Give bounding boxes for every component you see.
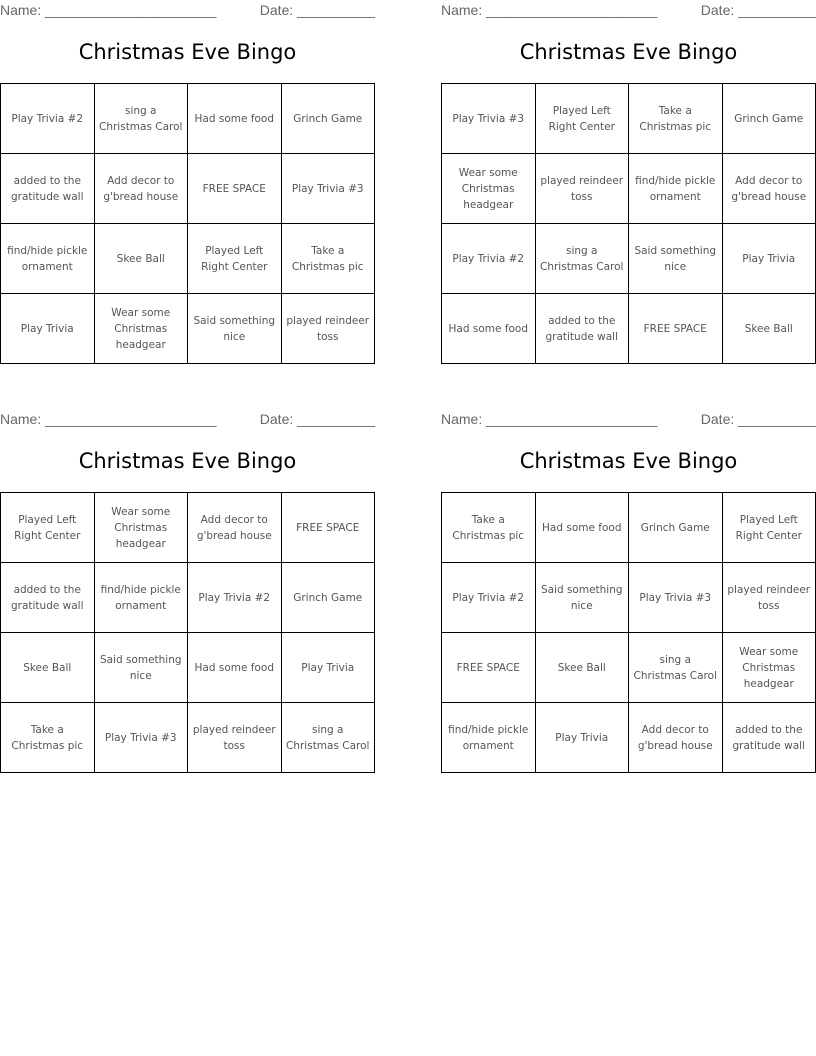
bingo-cell[interactable]: Skee Ball (1, 633, 95, 703)
bingo-row (442, 294, 816, 364)
bingo-cell[interactable]: Play Trivia #3 (94, 703, 188, 773)
card-title: Christmas Eve Bingo (519, 40, 738, 64)
bingo-cell[interactable]: find/hide pickle ornament (1, 224, 95, 294)
bingo-cell[interactable]: Played Left Right Center (1, 493, 95, 563)
date-field[interactable]: Date: __________ (259, 411, 375, 427)
bingo-row (442, 224, 816, 294)
bingo-cell[interactable]: Play Trivia #2 (442, 563, 536, 633)
bingo-row (442, 154, 816, 224)
bingo-row (442, 563, 816, 633)
bingo-grid (441, 83, 816, 364)
bingo-cell[interactable]: Play Trivia #3 (629, 563, 723, 633)
bingo-card (441, 0, 816, 364)
bingo-cell[interactable]: Wear some Christmas headgear (722, 633, 816, 703)
bingo-cell[interactable]: Skee Ball (535, 633, 629, 703)
bingo-cell[interactable]: Add decor to g'bread house (94, 154, 188, 224)
bingo-cell[interactable]: Play Trivia #2 (442, 224, 536, 294)
bingo-cell[interactable]: added to the gratitude wall (1, 563, 95, 633)
bingo-cell[interactable]: Grinch Game (629, 493, 723, 563)
bingo-cell[interactable]: Play Trivia #3 (281, 154, 375, 224)
bingo-cell[interactable]: played reindeer toss (535, 154, 629, 224)
bingo-grid (0, 492, 375, 773)
bingo-cell[interactable]: Had some food (188, 633, 282, 703)
bingo-cell[interactable]: sing a Christmas Carol (281, 703, 375, 773)
bingo-cell[interactable]: Play Trivia (535, 703, 629, 773)
bingo-row (1, 224, 375, 294)
bingo-cell[interactable]: Had some food (442, 294, 536, 364)
bingo-row (442, 703, 816, 773)
bingo-cell[interactable]: Grinch Game (722, 84, 816, 154)
bingo-row (442, 633, 816, 703)
bingo-cell[interactable]: Played Left Right Center (188, 224, 282, 294)
bingo-card (0, 0, 375, 364)
bingo-cell[interactable]: Take a Christmas pic (629, 84, 723, 154)
date-field[interactable]: Date: __________ (259, 2, 375, 18)
bingo-grid (0, 83, 375, 364)
bingo-cell[interactable]: Play Trivia (1, 294, 95, 364)
bingo-card (0, 409, 375, 773)
bingo-cell[interactable]: Said something nice (535, 563, 629, 633)
bingo-row (1, 294, 375, 364)
name-field[interactable]: Name: ______________________ (441, 411, 658, 427)
bingo-cell[interactable]: Grinch Game (281, 84, 375, 154)
bingo-cell[interactable]: FREE SPACE (629, 294, 723, 364)
bingo-grid (441, 492, 816, 773)
bingo-cell[interactable]: Wear some Christmas headgear (442, 154, 536, 224)
bingo-row (442, 493, 816, 563)
bingo-cell[interactable]: Take a Christmas pic (1, 703, 95, 773)
bingo-cell[interactable]: Said something nice (94, 633, 188, 703)
bingo-row (1, 84, 375, 154)
bingo-row (1, 633, 375, 703)
bingo-cell[interactable]: sing a Christmas Carol (94, 84, 188, 154)
bingo-cell[interactable]: FREE SPACE (188, 154, 282, 224)
name-field[interactable]: Name: ______________________ (0, 2, 217, 18)
bingo-cell[interactable]: Had some food (188, 84, 282, 154)
bingo-cell[interactable]: sing a Christmas Carol (535, 224, 629, 294)
bingo-cell[interactable]: Wear some Christmas headgear (94, 493, 188, 563)
bingo-cell[interactable]: Play Trivia #2 (1, 84, 95, 154)
name-field[interactable]: Name: ______________________ (441, 2, 658, 18)
bingo-cell[interactable]: sing a Christmas Carol (629, 633, 723, 703)
bingo-cell[interactable]: played reindeer toss (188, 703, 282, 773)
card-title: Christmas Eve Bingo (78, 449, 297, 473)
bingo-row (1, 154, 375, 224)
bingo-cell[interactable]: FREE SPACE (281, 493, 375, 563)
bingo-cell[interactable]: Play Trivia (281, 633, 375, 703)
bingo-row (442, 84, 816, 154)
bingo-cell[interactable]: FREE SPACE (442, 633, 536, 703)
bingo-row (1, 563, 375, 633)
date-field[interactable]: Date: __________ (700, 411, 816, 427)
bingo-cell[interactable]: Take a Christmas pic (442, 493, 536, 563)
bingo-cell[interactable]: Played Left Right Center (535, 84, 629, 154)
bingo-cell[interactable]: Wear some Christmas headgear (94, 294, 188, 364)
bingo-cell[interactable]: played reindeer toss (722, 563, 816, 633)
bingo-cell[interactable]: Play Trivia #3 (442, 84, 536, 154)
bingo-row (1, 703, 375, 773)
bingo-cell[interactable]: Grinch Game (281, 563, 375, 633)
bingo-cell[interactable]: find/hide pickle ornament (442, 703, 536, 773)
bingo-cell[interactable]: Played Left Right Center (722, 493, 816, 563)
bingo-cell[interactable]: Had some food (535, 493, 629, 563)
bingo-row (1, 493, 375, 563)
bingo-cell[interactable]: Add decor to g'bread house (722, 154, 816, 224)
bingo-cell[interactable]: find/hide pickle ornament (629, 154, 723, 224)
bingo-cell[interactable]: Said something nice (188, 294, 282, 364)
bingo-cell[interactable]: added to the gratitude wall (722, 703, 816, 773)
bingo-card (441, 409, 816, 773)
bingo-cell[interactable]: Add decor to g'bread house (188, 493, 282, 563)
name-field[interactable]: Name: ______________________ (0, 411, 217, 427)
bingo-cell[interactable]: Add decor to g'bread house (629, 703, 723, 773)
bingo-cell[interactable]: Skee Ball (94, 224, 188, 294)
bingo-cell[interactable]: added to the gratitude wall (1, 154, 95, 224)
bingo-cell[interactable]: find/hide pickle ornament (94, 563, 188, 633)
bingo-cell[interactable]: Take a Christmas pic (281, 224, 375, 294)
card-title: Christmas Eve Bingo (78, 40, 297, 64)
bingo-cell[interactable]: Skee Ball (722, 294, 816, 364)
bingo-cell[interactable]: Play Trivia (722, 224, 816, 294)
date-field[interactable]: Date: __________ (700, 2, 816, 18)
bingo-cell[interactable]: Play Trivia #2 (188, 563, 282, 633)
bingo-cell[interactable]: Said something nice (629, 224, 723, 294)
card-title: Christmas Eve Bingo (519, 449, 738, 473)
bingo-cell[interactable]: added to the gratitude wall (535, 294, 629, 364)
bingo-cell[interactable]: played reindeer toss (281, 294, 375, 364)
